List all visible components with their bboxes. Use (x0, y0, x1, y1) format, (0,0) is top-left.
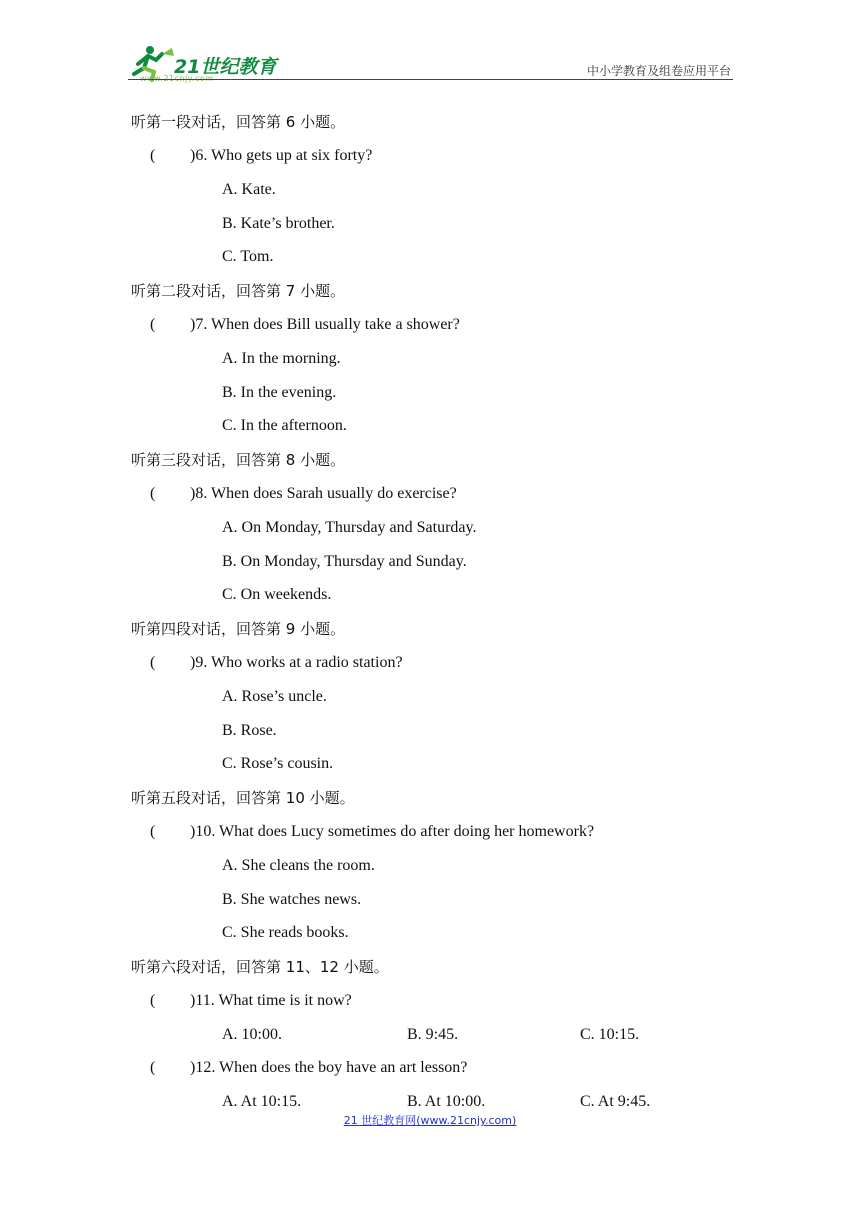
question-text: )8. When does Sarah usually do exercise? (190, 485, 457, 502)
option-a: A. 10:00. (222, 1026, 282, 1043)
option-b: B. At 10:00. (407, 1093, 486, 1110)
option-c: C. In the afternoon. (222, 417, 347, 434)
logo-wordmark: 21世纪教育 (174, 56, 277, 78)
option-c: C. Tom. (222, 248, 274, 265)
question-text: )10. What does Lucy sometimes do after doing her homework? (190, 823, 595, 840)
question-text: )11. What time is it now? (190, 992, 352, 1009)
question-10 (150, 822, 594, 842)
option-a: A. On Monday, Thursday and Saturday. (222, 519, 477, 536)
section-heading: 听第六段对话，回答第 11、12 小题。 (131, 958, 389, 976)
answer-blank[interactable]: ( (150, 992, 156, 1009)
option-c: C. Rose’s cousin. (222, 755, 334, 772)
question-text: )12. When does the boy have an art lesson? (190, 1059, 468, 1076)
option-b: B. Rose. (222, 722, 277, 739)
option-b: B. Kate’s brother. (222, 215, 335, 232)
question-8 (150, 484, 457, 504)
answer-blank[interactable]: ( (150, 485, 156, 502)
answer-blank[interactable]: ( (150, 654, 156, 671)
question-9 (150, 653, 403, 673)
option-b: B. 9:45. (407, 1026, 459, 1043)
option-c: C. 10:15. (580, 1026, 640, 1043)
question-text: )7. When does Bill usually take a shower? (190, 316, 460, 333)
question-11 (150, 991, 352, 1011)
section-heading: 听第二段对话，回答第 7 小题。 (131, 282, 346, 300)
section-heading: 听第三段对话，回答第 8 小题。 (131, 451, 346, 469)
option-a: A. Kate. (222, 181, 276, 198)
option-c: C. She reads books. (222, 924, 349, 941)
footer-link[interactable]: 21 世纪教育网(www.21cnjy.com) (343, 1114, 517, 1127)
answer-blank[interactable]: ( (150, 147, 156, 164)
logo-url: www.21cnjy.com (140, 74, 214, 83)
question-text: )6. Who gets up at six forty? (190, 147, 373, 164)
platform-label: 中小学教育及组卷应用平台 (586, 64, 731, 78)
answer-blank[interactable]: ( (150, 316, 156, 333)
answer-blank[interactable]: ( (150, 1059, 156, 1076)
page-header (128, 40, 733, 82)
option-b: B. She watches news. (222, 891, 362, 908)
option-c: C. At 9:45. (580, 1093, 651, 1110)
answer-blank[interactable]: ( (150, 823, 156, 840)
option-b: B. On Monday, Thursday and Sunday. (222, 553, 467, 570)
header-divider (128, 79, 733, 80)
option-b: B. In the evening. (222, 384, 337, 401)
option-c: C. On weekends. (222, 586, 332, 603)
option-a: A. At 10:15. (222, 1093, 302, 1110)
question-text: )9. Who works at a radio station? (190, 654, 403, 671)
option-a: A. Rose’s uncle. (222, 688, 327, 705)
question-12 (150, 1058, 467, 1078)
question-6 (150, 146, 372, 166)
question-7 (150, 315, 460, 335)
option-a: A. In the morning. (222, 350, 341, 367)
option-a: A. She cleans the room. (222, 857, 375, 874)
section-heading: 听第四段对话，回答第 9 小题。 (131, 620, 346, 638)
section-heading: 听第五段对话，回答第 10 小题。 (131, 789, 355, 807)
section-heading: 听第一段对话，回答第 6 小题。 (131, 113, 346, 131)
